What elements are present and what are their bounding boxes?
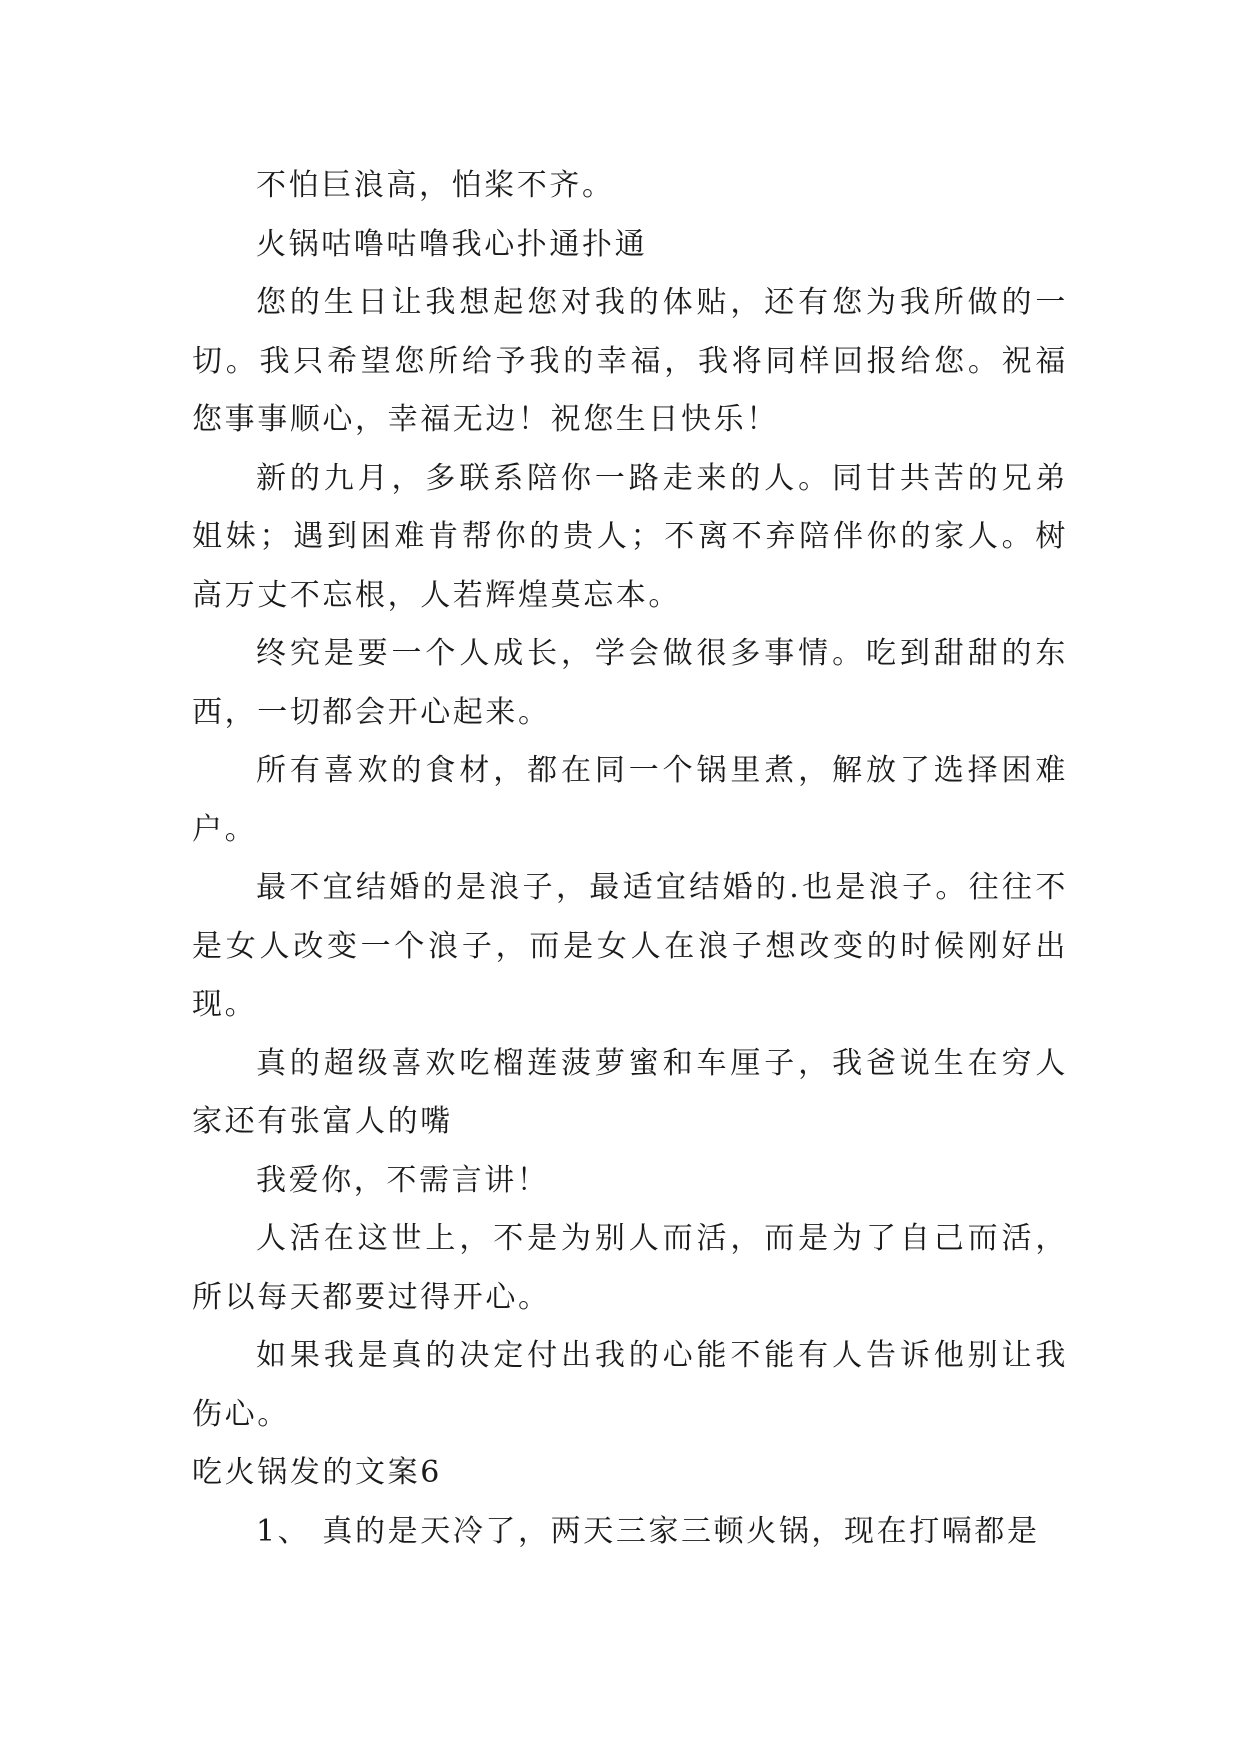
- document-body: [192, 157, 1068, 1561]
- paragraph: 火锅咕噜咕噜我心扑通扑通: [256, 226, 648, 262]
- paragraph: 新的九月，多联系陪你一路走来的人。同甘共苦的兄弟姐妹；遇到困难肯帮你的贵人；不离不弃陪伴你的家人。树高万丈不忘根，人若辉煌莫忘本。: [192, 460, 1068, 613]
- paragraph: 最不宜结婚的是浪子，最适宜结婚的.也是浪子。往往不是女人改变一个浪子，而是女人在浪子想改变的时候刚好出现。: [192, 870, 1068, 1022]
- paragraph: 真的超级喜欢吃榴莲菠萝蜜和车厘子，我爸说生在穷人家还有张富人的嘴: [192, 1045, 1068, 1139]
- paragraph: 终究是要一个人成长，学会做很多事情。吃到甜甜的东西，一切都会开心起来。: [192, 636, 1068, 730]
- paragraph: 您的生日让我想起您对我的体贴，还有您为我所做的一切。我只希望您所给予我的幸福，我将同样回报给您。祝福您事事顺心，幸福无边！祝您生日快乐！: [192, 285, 1068, 437]
- paragraph: 所有喜欢的食材，都在同一个锅里煮，解放了选择困难户。: [192, 753, 1068, 847]
- section-heading: 吃火锅发的文案6: [192, 1455, 442, 1490]
- paragraph: 如果我是真的决定付出我的心能不能有人告诉他别让我伤心。: [192, 1338, 1068, 1432]
- paragraph: 我爱你，不需言讲！: [256, 1162, 550, 1198]
- paragraph: 人活在这世上，不是为别人而活，而是为了自己而活，所以每天都要过得开心。: [192, 1221, 1068, 1315]
- paragraph: 1、 真的是天冷了，两天三家三顿火锅，现在打嗝都是: [256, 1513, 1040, 1549]
- paragraph: 不怕巨浪高，怕桨不齐。: [256, 168, 615, 203]
